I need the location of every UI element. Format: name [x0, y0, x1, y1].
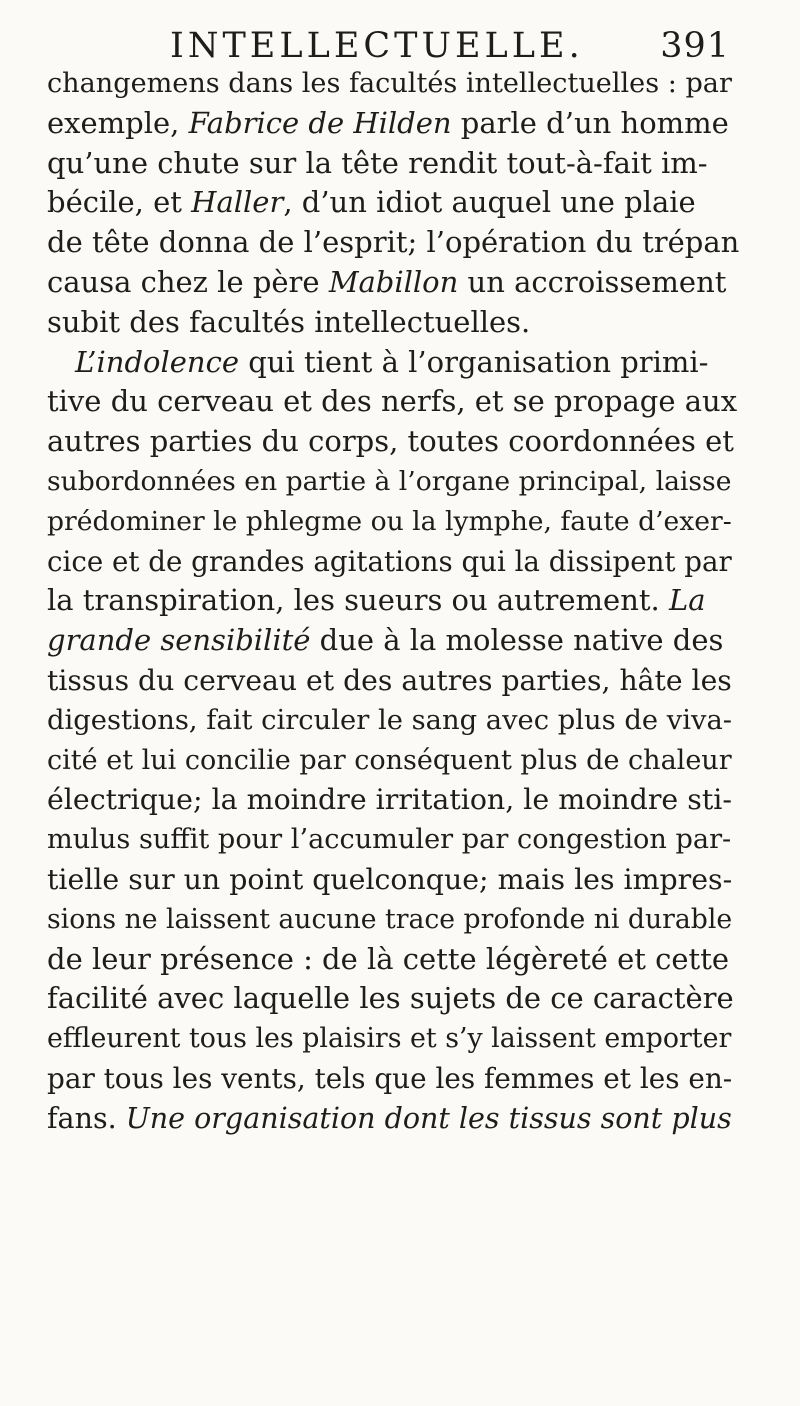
text-line: [47, 780, 739, 820]
text-segment: par tous les vents, tels que les femmes et les en-: [47, 1061, 733, 1095]
text-line: [47, 263, 739, 303]
text-segment: bécile, et: [47, 185, 192, 220]
text-line: [47, 1019, 739, 1059]
text-segment: tielle sur un point quelconque; mais les impres-: [47, 862, 733, 896]
text-line: [47, 104, 739, 144]
italic-text-segment: L’indolence: [75, 344, 240, 379]
text-segment: cice et de grandes agitations qui la dissipent par: [47, 544, 732, 578]
italic-text-segment: grande sensibilité: [47, 623, 311, 658]
text-line: [47, 422, 739, 462]
text-line: [47, 183, 739, 223]
text-segment: un accroissement: [458, 264, 727, 299]
text-segment: subordonnées en partie à l’organe principal, laisse: [47, 465, 732, 497]
text-segment: changemens dans les facultés intellectuelles : par: [47, 68, 732, 99]
text-segment: facilité avec laquelle les sujets de ce caractère: [47, 981, 734, 1016]
text-segment: causa chez le père: [47, 264, 329, 299]
text-line: [47, 462, 739, 502]
text-line: [47, 382, 739, 422]
text-segment: digestions, fait circuler le sang avec plus de viva-: [47, 704, 733, 736]
text-segment: de tête donna de l’esprit; l’opération du trépan: [47, 225, 740, 260]
text-segment: électrique; la moindre irritation, le moindre sti-: [47, 783, 732, 817]
text-line: [47, 979, 739, 1019]
text-line: [47, 1059, 739, 1099]
text-segment: mulus suffit pour l’accumuler par congestion par-: [47, 824, 732, 856]
text-line: [47, 581, 739, 621]
text-segment: qui tient à l’organisation primi-: [239, 344, 709, 379]
text-line: [47, 701, 739, 741]
text-segment: parle d’un homme: [451, 105, 729, 140]
running-title: INTELLECTUELLE.: [170, 26, 584, 66]
text-segment: sions ne laissent aucune trace profonde ni durable: [47, 903, 733, 935]
text-segment: exemple,: [47, 105, 189, 140]
text-line: [47, 223, 739, 263]
text-line: [47, 64, 739, 104]
text-line: [47, 661, 739, 701]
text-line: [47, 900, 739, 940]
text-segment: qu’une chute sur la tête rendit tout-à-fait im-: [47, 145, 708, 180]
italic-text-segment: La: [668, 583, 706, 618]
text-segment: prédominer le phlegme ou la lymphe, faute d’exer-: [47, 505, 732, 537]
text-line: [47, 621, 739, 661]
italic-text-segment: Une organisation dont les tissus sont plus: [125, 1101, 732, 1135]
text-segment: tissus du cerveau et des autres parties, hâte les: [47, 663, 732, 697]
text-line: [47, 820, 739, 860]
text-segment: , d’un idiot auquel une plaie: [283, 185, 696, 220]
text-line: [47, 144, 739, 184]
text-line: [47, 502, 739, 542]
text-segment: fans.: [47, 1101, 126, 1135]
italic-text-segment: Mabillon: [328, 264, 459, 299]
text-segment: de leur présence : de là cette légèreté et cette: [47, 941, 730, 976]
text-line: [47, 343, 739, 383]
body-text: [47, 64, 739, 1139]
italic-text-segment: Fabrice de Hilden: [188, 105, 452, 140]
text-line: [47, 542, 739, 582]
text-line: [47, 940, 739, 980]
italic-text-segment: Haller: [191, 185, 284, 220]
text-line: [47, 860, 739, 900]
text-segment: cité et lui concilie par conséquent plus de chaleur: [47, 744, 732, 776]
text-segment: autres parties du corps, toutes coordonnées et: [47, 424, 734, 459]
text-segment: subit des facultés intellectuelles.: [47, 304, 531, 339]
text-segment: la transpiration, les sueurs ou autrement.: [47, 583, 669, 618]
text-line: [47, 741, 739, 781]
text-line: [47, 1099, 739, 1139]
text-segment: effleurent tous les plaisirs et s’y laissent emporter: [47, 1023, 732, 1055]
text-segment: due à la molesse native des: [310, 623, 724, 658]
page-number: 391: [660, 26, 730, 66]
text-line: [47, 303, 739, 343]
text-segment: tive du cerveau et des nerfs, et se propage aux: [47, 384, 738, 419]
